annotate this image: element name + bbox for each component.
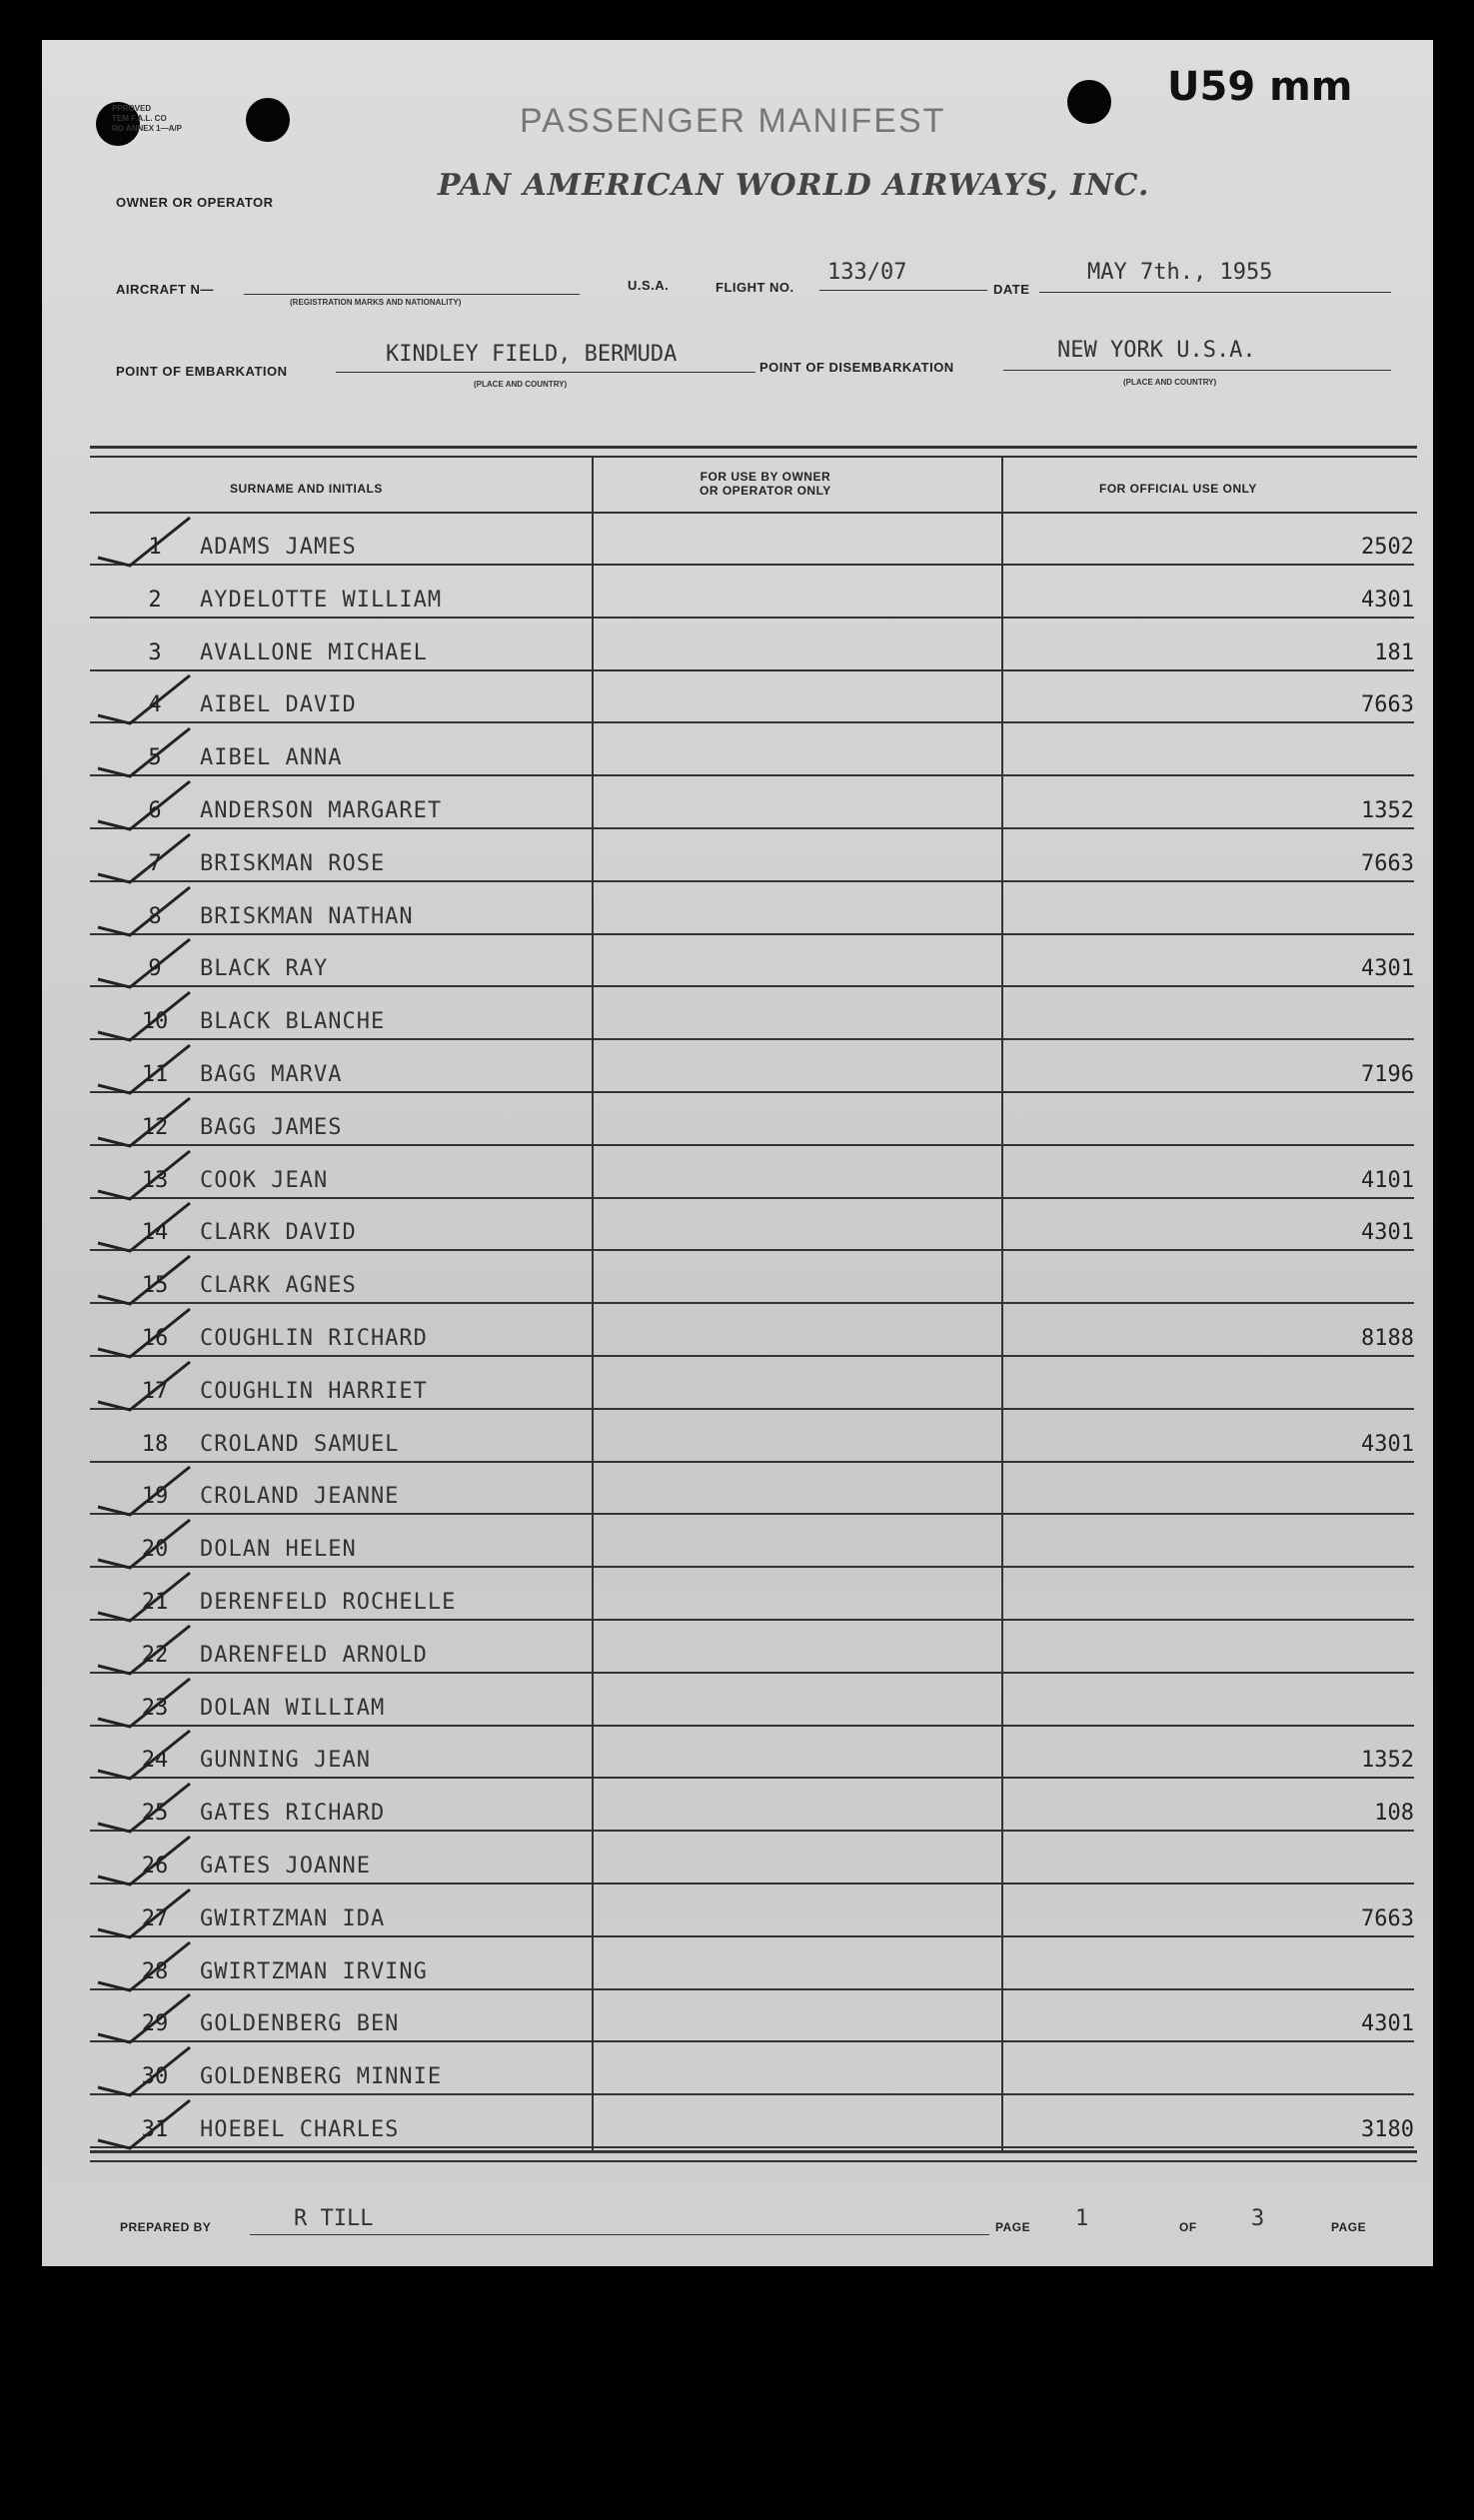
- table-row: [90, 620, 1414, 671]
- row-number: 25: [141, 1801, 169, 1827]
- row-rule: [90, 827, 1414, 829]
- official-code: 4301: [1361, 1431, 1414, 1457]
- table-row: [90, 1727, 1414, 1779]
- row-number: 2: [148, 587, 162, 613]
- row-rule: [90, 1408, 1414, 1410]
- passenger-name: AVALLONE MICHAEL: [200, 639, 428, 665]
- official-code: 7196: [1361, 1062, 1414, 1087]
- official-code: 4301: [1361, 587, 1414, 613]
- embarkation-value: KINDLEY FIELD, BERMUDA: [386, 342, 678, 367]
- row-number: 9: [148, 956, 162, 982]
- column-surname: SURNAME AND INITIALS: [230, 482, 383, 496]
- page-label-2: PAGE: [1331, 2220, 1367, 2234]
- table-row: [90, 1780, 1414, 1832]
- row-rule: [90, 1566, 1414, 1568]
- punch-hole-right: [1067, 80, 1111, 124]
- passenger-name: DERENFELD ROCHELLE: [200, 1590, 457, 1615]
- official-code: 7663: [1361, 1905, 1414, 1931]
- row-rule: [90, 1144, 1414, 1146]
- table-row: [90, 1411, 1414, 1463]
- passenger-name: GATES JOANNE: [200, 1854, 371, 1879]
- row-number: 23: [141, 1695, 169, 1721]
- passenger-name: AIBEL DAVID: [200, 692, 357, 718]
- registration-note: (REGISTRATION MARKS AND NATIONALITY): [290, 298, 462, 307]
- table-row: [90, 1041, 1414, 1093]
- passenger-name: DARENFELD ARNOLD: [200, 1642, 428, 1668]
- owner-label: OWNER OR OPERATOR: [116, 195, 274, 210]
- official-code: 8188: [1361, 1326, 1414, 1351]
- passenger-name: COOK JEAN: [200, 1167, 329, 1193]
- aircraft-label: AIRCRAFT N—: [116, 282, 214, 297]
- row-rule: [90, 1619, 1414, 1621]
- table-row: [90, 1305, 1414, 1357]
- official-code: 7663: [1361, 692, 1414, 718]
- check-mark-icon: [90, 1350, 200, 1420]
- column-owner-use-line-1: FOR USE BY OWNER: [700, 470, 831, 484]
- table-row: [90, 1147, 1414, 1199]
- row-number: 6: [148, 798, 162, 823]
- flight-number: 133/07: [827, 260, 907, 285]
- passenger-name: GUNNING JEAN: [200, 1748, 371, 1774]
- row-number: 14: [141, 1220, 169, 1246]
- table-row: [90, 1938, 1414, 1990]
- row-number: 3: [148, 639, 162, 665]
- row-rule: [90, 1935, 1414, 1937]
- date-value: MAY 7th., 1955: [1087, 260, 1273, 285]
- table-row: [90, 1833, 1414, 1885]
- row-number: 30: [141, 2064, 169, 2090]
- row-rule: [90, 1038, 1414, 1040]
- date-label: DATE: [993, 282, 1030, 297]
- form-title: PASSENGER MANIFEST: [520, 102, 946, 140]
- page-number: 1: [1075, 2206, 1089, 2231]
- passenger-name: ANDERSON MARGARET: [200, 798, 443, 823]
- row-number: 10: [141, 1009, 169, 1035]
- row-number: 4: [148, 692, 162, 718]
- passenger-name: DOLAN WILLIAM: [200, 1695, 386, 1721]
- row-rule: [90, 669, 1414, 671]
- table-row: [90, 1886, 1414, 1937]
- row-rule: [90, 1672, 1414, 1674]
- table-row: [90, 988, 1414, 1040]
- row-rule: [90, 617, 1414, 619]
- row-number: 24: [141, 1748, 169, 1774]
- row-rule: [90, 933, 1414, 935]
- table-row: [90, 514, 1414, 566]
- table-row: [90, 567, 1414, 619]
- embarkation-label: POINT OF EMBARKATION: [116, 364, 288, 379]
- row-number: 21: [141, 1590, 169, 1615]
- place-note-disembark: (PLACE AND COUNTRY): [1123, 378, 1217, 387]
- row-number: 17: [141, 1378, 169, 1404]
- passenger-name: HOEBEL CHARLES: [200, 2117, 400, 2142]
- approval-stamp: [112, 104, 182, 134]
- passenger-name: GOLDENBERG MINNIE: [200, 2064, 443, 2090]
- page-label: PAGE: [995, 2220, 1031, 2234]
- passenger-name: GWIRTZMAN IDA: [200, 1905, 386, 1931]
- table-row: [90, 1569, 1414, 1621]
- flight-label: FLIGHT NO.: [716, 280, 794, 295]
- passenger-name: CLARK DAVID: [200, 1220, 357, 1246]
- row-number: 8: [148, 903, 162, 929]
- official-code: 108: [1374, 1801, 1414, 1827]
- table-row: [90, 1252, 1414, 1304]
- usa-label: U.S.A.: [628, 278, 670, 293]
- column-official: FOR OFFICIAL USE ONLY: [1099, 482, 1257, 496]
- passenger-name: GOLDENBERG BEN: [200, 2011, 400, 2037]
- row-rule: [90, 1883, 1414, 1885]
- total-pages: 3: [1251, 2206, 1265, 2231]
- handwritten-note: U59 mm: [1167, 64, 1353, 110]
- row-number: 12: [141, 1114, 169, 1140]
- official-code: 4301: [1361, 1220, 1414, 1246]
- stamp-line-3: RO ANNEX 1—A/P: [112, 124, 182, 133]
- table-row: [90, 1516, 1414, 1568]
- passenger-name: COUGHLIN HARRIET: [200, 1378, 428, 1404]
- passenger-name: COUGHLIN RICHARD: [200, 1326, 428, 1351]
- row-number: 27: [141, 1905, 169, 1931]
- passenger-name: BAGG MARVA: [200, 1062, 343, 1087]
- place-note-embark: (PLACE AND COUNTRY): [474, 380, 568, 389]
- row-rule: [90, 1249, 1414, 1251]
- table-row: [90, 724, 1414, 776]
- table-row: [90, 1358, 1414, 1410]
- passenger-name: BRISKMAN NATHAN: [200, 903, 414, 929]
- passenger-name: AIBEL ANNA: [200, 745, 343, 771]
- table-row: [90, 1463, 1414, 1515]
- row-number: 7: [148, 850, 162, 876]
- passenger-name: CROLAND SAMUEL: [200, 1431, 400, 1457]
- passenger-name: CROLAND JEANNE: [200, 1484, 400, 1510]
- table-row: [90, 1199, 1414, 1251]
- passenger-name: AYDELOTTE WILLIAM: [200, 587, 443, 613]
- row-number: 1: [148, 535, 162, 560]
- row-number: 22: [141, 1642, 169, 1668]
- row-rule: [90, 880, 1414, 882]
- row-number: 18: [141, 1431, 169, 1457]
- row-rule: [90, 1830, 1414, 1832]
- column-owner-use: [700, 470, 831, 498]
- row-number: 5: [148, 745, 162, 771]
- table-row: [90, 935, 1414, 987]
- table-row: [90, 671, 1414, 723]
- row-rule: [90, 1355, 1414, 1357]
- disembarkation-value: NEW YORK U.S.A.: [1057, 338, 1256, 363]
- table-row: [90, 1622, 1414, 1674]
- row-rule: [90, 1725, 1414, 1727]
- passenger-name: BRISKMAN ROSE: [200, 850, 386, 876]
- table-row: [90, 1990, 1414, 2042]
- row-number: 15: [141, 1273, 169, 1299]
- check-mark-icon: [90, 2088, 200, 2158]
- table-row: [90, 2043, 1414, 2095]
- passenger-name: DOLAN HELEN: [200, 1537, 357, 1563]
- row-rule: [90, 774, 1414, 776]
- prepared-by-label: PREPARED BY: [120, 2220, 212, 2234]
- prepared-by-value: R TILL: [294, 2206, 374, 2231]
- table-row: [90, 1094, 1414, 1146]
- table-row: [90, 777, 1414, 829]
- official-code: 2502: [1361, 535, 1414, 560]
- row-rule: [90, 1461, 1414, 1463]
- row-number: 26: [141, 1854, 169, 1879]
- official-code: 3180: [1361, 2117, 1414, 2142]
- row-rule: [90, 1091, 1414, 1093]
- row-rule: [90, 985, 1414, 987]
- check-mark-icon: [90, 506, 200, 576]
- official-code: 1352: [1361, 798, 1414, 823]
- row-number: 31: [141, 2117, 169, 2142]
- row-number: 20: [141, 1537, 169, 1563]
- column-owner-use-line-2: OR OPERATOR ONLY: [700, 484, 831, 498]
- row-rule: [90, 721, 1414, 723]
- stamp-line-1: PPROVED: [112, 104, 152, 113]
- passenger-name: BLACK RAY: [200, 956, 329, 982]
- row-rule: [90, 1197, 1414, 1199]
- official-code: 4301: [1361, 2011, 1414, 2037]
- passenger-name: BLACK BLANCHE: [200, 1009, 386, 1035]
- row-rule: [90, 2093, 1414, 2095]
- row-rule: [90, 1777, 1414, 1779]
- official-code: 1352: [1361, 1748, 1414, 1774]
- row-number: 19: [141, 1484, 169, 1510]
- row-rule: [90, 1513, 1414, 1515]
- table-row: [90, 2096, 1414, 2148]
- official-code: 181: [1374, 639, 1414, 665]
- row-rule: [90, 2146, 1414, 2148]
- official-code: 4301: [1361, 956, 1414, 982]
- official-code: 7663: [1361, 850, 1414, 876]
- row-rule: [90, 2040, 1414, 2042]
- passenger-name: GATES RICHARD: [200, 1801, 386, 1827]
- of-label: OF: [1179, 2220, 1197, 2234]
- passenger-name: BAGG JAMES: [200, 1114, 343, 1140]
- passenger-name: GWIRTZMAN IRVING: [200, 1958, 428, 1984]
- row-number: 28: [141, 1958, 169, 1984]
- table-row: [90, 1675, 1414, 1727]
- row-number: 11: [141, 1062, 169, 1087]
- official-code: 4101: [1361, 1167, 1414, 1193]
- row-number: 13: [141, 1167, 169, 1193]
- row-number: 16: [141, 1326, 169, 1351]
- row-rule: [90, 1302, 1414, 1304]
- stamp-line-2: TEM F.A.L. CO: [112, 114, 167, 123]
- passenger-name: ADAMS JAMES: [200, 535, 357, 560]
- passenger-name: CLARK AGNES: [200, 1273, 357, 1299]
- airline-name: PAN AMERICAN WORLD AIRWAYS, INC.: [438, 168, 1150, 203]
- row-number: 29: [141, 2011, 169, 2037]
- row-rule: [90, 564, 1414, 566]
- punch-hole-left-2: [246, 98, 290, 142]
- disembarkation-label: POINT OF DISEMBARKATION: [759, 360, 954, 375]
- row-rule: [90, 1988, 1414, 1990]
- table-row: [90, 830, 1414, 882]
- table-row: [90, 883, 1414, 935]
